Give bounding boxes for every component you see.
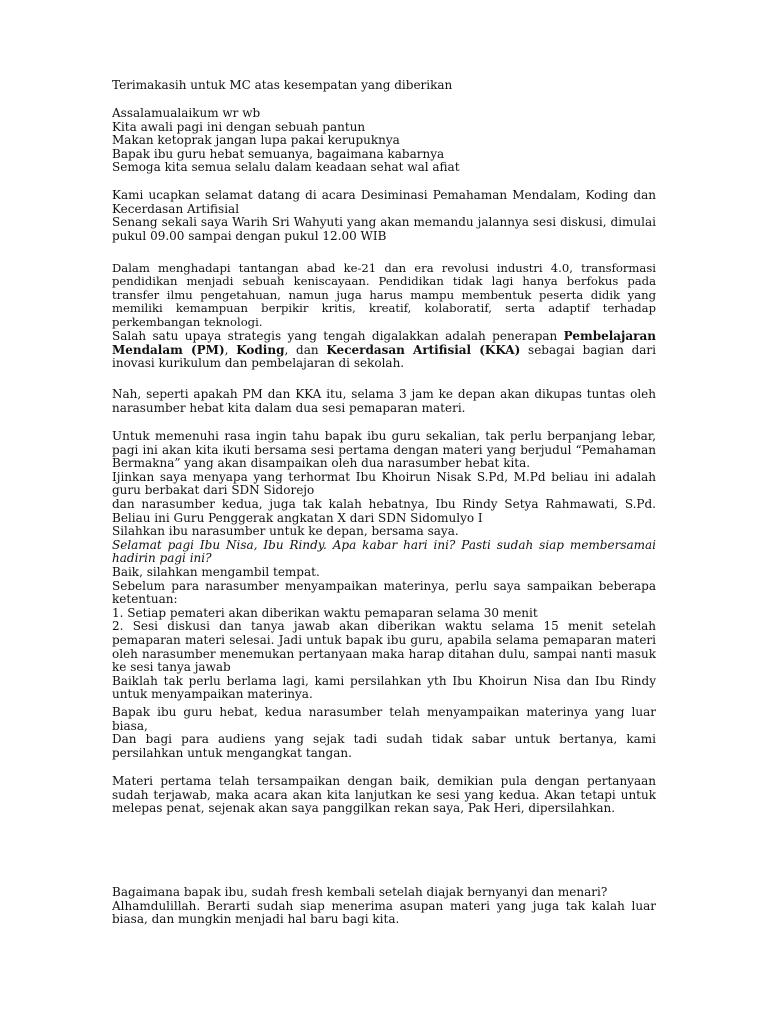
welcome-paragraph: Kami ucapkan selamat datang di acara Desiminasi Pemahaman Mendalam, Koding dan Kecerdasan Artifisial <box>112 188 656 216</box>
pantun-line: Makan ketoprak jangan lupa pakai kerupuknya <box>112 133 400 148</box>
closing-block <box>112 886 656 927</box>
session-intro-block <box>112 388 656 415</box>
opening-text: Terimakasih untuk MC atas kesempatan yang diberikan <box>112 78 453 92</box>
greeting-speakers: Selamat pagi Ibu Nisa, Ibu Rindy. Apa kabar hari ini? Pasti sudah siap membersamai hadirin pagi ini? <box>112 537 656 566</box>
challenge-paragraph: Dalam menghadapi tantangan abad ke-21 dan era revolusi industri 4.0, transformasi pendidikan menjadi sebuah keniscayaan. Pendidikan tidak lagi hanya berfokus pada transfer ilmu pengetahuan, namun juga harus mampu membentuk peserta didik yang memiliki kemampuan berpikir kritis, kreatif, kolaboratif, serta adaptif terhadap perkembangan teknologi. <box>112 261 656 329</box>
break-paragraph: Materi pertama telah tersampaikan dengan baik, demikian pula dengan pertanyaan sudah terjawab, maka acara akan kita lanjutkan ke sesi yang kedua. Akan tetapi untuk melepas penat, sejenak akan saya panggilkan rekan saya, Pak Heri, dipersilahkan. <box>112 774 656 816</box>
closing-paragraph-1: Bagaimana bapak ibu, sudah fresh kembali setelah diajak bernyanyi dan menari? <box>112 885 608 899</box>
pantun-line: Assalamualaikum wr wb <box>112 106 261 120</box>
speaker-one: Ijinkan saya menyapa yang terhormat Ibu Khoirun Nisak S.Pd, M.Pd beliau ini adalah guru berbakat dari SDN Sidorejo <box>112 469 656 498</box>
take-seat: Baik, silahkan mengambil tempat. <box>112 564 320 579</box>
strategy-kka: Kecerdasan Artifisial (KKA) <box>326 342 521 357</box>
pantun-line: Bapak ibu guru hebat semuanya, bagaimana kabarnya <box>112 146 445 161</box>
session-intro-paragraph: Nah, seperti apakah PM dan KKA itu, selama 3 jam ke depan akan dikupas tuntas oleh narasumber hebat kita dalam dua sesi pemaparan materi. <box>112 387 656 415</box>
strategy-block <box>112 330 656 371</box>
strategy-koding: Koding <box>236 342 285 357</box>
speakers-block <box>112 430 656 702</box>
strategy-pm: Pembelajaran Mendalam (PM) <box>112 329 656 357</box>
rule-one: 1. Setiap pemateri akan diberikan waktu pemaparan selama 30 menit <box>112 605 538 620</box>
speakers-intro: Untuk memenuhi rasa ingin tahu bapak ibu guru sekalian, tak perlu berpanjang lebar, pagi ini akan kita ikuti bersama sesi pertama dengan materi yang berjudul “Pemahaman Bermakna” yang akan disampaikan oleh dua narasumber hebat kita. <box>112 429 656 471</box>
qa-block <box>112 706 656 760</box>
invite-presentation: Baiklah tak perlu berlama lagi, kami persilahkan yth Ibu Khoirun Nisa dan Ibu Rindy untuk menyampaikan materinya. <box>112 673 656 702</box>
rule-two: 2. Sesi diskusi dan tanya jawab akan diberikan waktu selama 15 menit setelah pemaparan materi selesai. Jadi untuk bapak ibu guru, apabila selama pemaparan materi oleh narasumber menemukan pertanyaan maka harap ditahan dulu, sampai nanti masuk ke sesi tanya jawab <box>112 619 656 675</box>
strategy-pre: Salah satu upaya strategis yang tengah digalakkan adalah penerapan <box>112 329 564 343</box>
rules-intro: Sebelum para narasumber menyampaikan materinya, perlu saya sampaikan beberapa ketentuan: <box>112 578 656 607</box>
strategy-sep1: , <box>224 342 237 357</box>
strategy-sep2: , dan <box>284 342 327 357</box>
opening-line <box>112 79 656 93</box>
qa-paragraph-2: Dan bagi para audiens yang sejak tadi sudah tidak sabar untuk bertanya, kami persilahkan untuk mengangkat tangan. <box>112 732 656 760</box>
pantun-line: Kita awali pagi ini dengan sebuah pantun <box>112 119 366 134</box>
closing-paragraph-2: Alhamdulillah. Berarti sudah siap menerima asupan materi yang juga tak kalah luar biasa, dan mungkin menjadi hal baru bagi kita. <box>112 898 656 927</box>
welcome-block <box>112 189 656 243</box>
pantun-line: Semoga kita semua selalu dalam keadaan sehat wal afiat <box>112 160 460 175</box>
invite-speakers: Silahkan ibu narasumber untuk ke depan, bersama saya. <box>112 524 459 539</box>
strategy-post: sebagai bagian dari inovasi kurikulum dan pembelajaran di sekolah. <box>112 342 656 371</box>
qa-paragraph-1: Bapak ibu guru hebat, kedua narasumber telah menyampaikan materinya yang luar biasa, <box>112 705 656 733</box>
speaker-two: dan narasumber kedua, juga tak kalah hebatnya, Ibu Rindy Setya Rahmawati, S.Pd. Beliau ini Guru Penggerak angkatan X dari SDN Sidomulyo I <box>112 496 656 525</box>
break-block <box>112 775 656 816</box>
strategy-paragraph <box>112 330 656 371</box>
host-paragraph: Senang sekali saya Warih Sri Wahyuti yang akan memandu jalannya sesi diskusi, dimulai pukul 09.00 sampai dengan pukul 12.00 WIB <box>112 215 656 243</box>
challenge-block <box>112 262 656 329</box>
pantun-block <box>112 107 656 175</box>
